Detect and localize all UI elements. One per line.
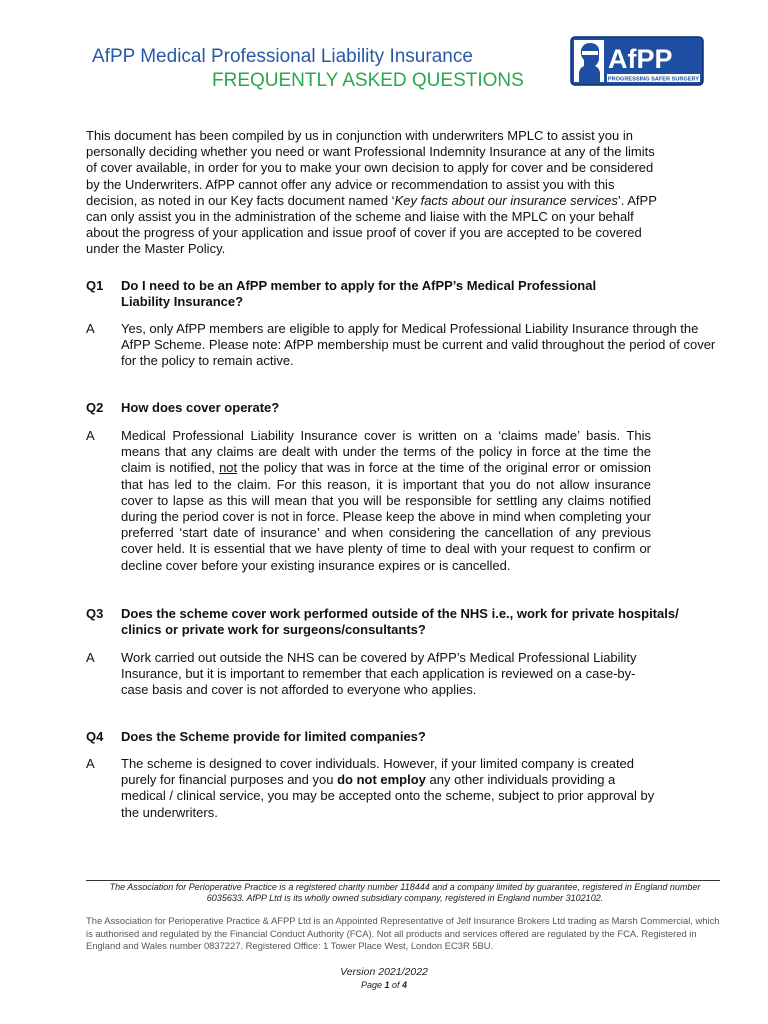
footer-regulatory-note: The Association for Perioperative Practice & AFPP Ltd is an Appointed Representative of Jelf Insurance Brokers Ltd trading as Marsh Commercial, which is authorised and regulated by the Financial Conduct Authority (FCA). Not all products and services offered are regulated by the FCA. Registered in England and Wales number 0837227. Registered Office: 1 Tower Place West, London EC3R 5BU. (86, 915, 720, 951)
answer-3: A Work carried out outside the NHS can be covered by AfPP’s Medical Professional Liability Insurance, but it is important to remember that each application is reviewed on a case-by-case basis and cover is not afforded to everyone who applies. (86, 650, 637, 698)
header-subtitle: FREQUENTLY ASKED QUESTIONS (212, 70, 524, 91)
version-label: Version 2021/2022 (340, 966, 428, 978)
answer-2: A Medical Professional Liability Insurance cover is written on a ‘claims made’ basis. This means that any claims are dealt with under the terms of the policy in force at the time the claim is notified, not the policy that was in force at the time of the original error or omission that has led to the claim. For this reason, it is important that you do not allow insurance cover to lapse as this will mean that you will be responsible for settling any claims notified during the period cover is not in force. Please keep the above in mind when completing your preferred ‘start date of insurance’ and when considering the cancellation of any previous cover held. It is essential that we have plenty of time to deal with your request to confirm or decline cover before your existing insurance expires or is cancelled. (86, 428, 651, 573)
footer-charity-note: The Association for Perioperative Practice is a registered charity number 118444 and a company limited by guarantee, registered in England number 6035633. AfPP Ltd is its wholly owned subsidiary company, registered in England number 3102102. (109, 882, 701, 903)
header-title: AfPP Medical Professional Liability Insurance (92, 46, 473, 67)
footer-divider (86, 880, 720, 881)
question-1: Q1 Do I need to be an AfPP member to apply for the AfPP’s Medical Professional Liability Insurance? (86, 278, 597, 310)
answer-1: A Yes, only AfPP members are eligible to apply for Medical Professional Liability Insurance through the AfPP Scheme. Please note: AfPP membership must be current and valid throughout the period of cover for the policy to remain active. (86, 321, 716, 369)
question-3: Q3 Does the scheme cover work performed outside of the NHS i.e., work for private hospitals/ clinics or private work for surgeons/consultants? (86, 606, 679, 638)
page-number: Page 1 of 4 (360, 980, 408, 990)
answer-4: A The scheme is designed to cover individuals. However, if your limited company is created purely for financial purposes and you do not employ any other individuals providing a medical / clinical service, you may be accepted onto the scheme, subject to prior approval by the underwriters. (86, 756, 655, 820)
afpp-logo (570, 36, 704, 86)
svg-text:PROGRESSING SAFER SURGERY: PROGRESSING SAFER SURGERY (607, 76, 700, 83)
svg-text:AfPP: AfPP (608, 44, 673, 74)
intro-paragraph: This document has been compiled by us in conjunction with underwriters MPLC to assist you in personally deciding whether you need or want Professional Indemnity Insurance at any of the limits of cover available, in order for you to make your own decision to apply for cover and be considered by the Underwriters. AfPP cannot offer any advice or recommendation to assist you with this decision, as noted in our Key facts document named ‘Key facts about our insurance services’. AfPP can only assist you in the administration of the scheme and liaise with the MPLC on your behalf about the progress of your application and issue proof of cover if you are accepted to be covered under the Master Policy. (86, 128, 657, 257)
question-2: Q2 How does cover operate? (86, 400, 280, 415)
question-4: Q4 Does the Scheme provide for limited companies? (86, 729, 426, 744)
